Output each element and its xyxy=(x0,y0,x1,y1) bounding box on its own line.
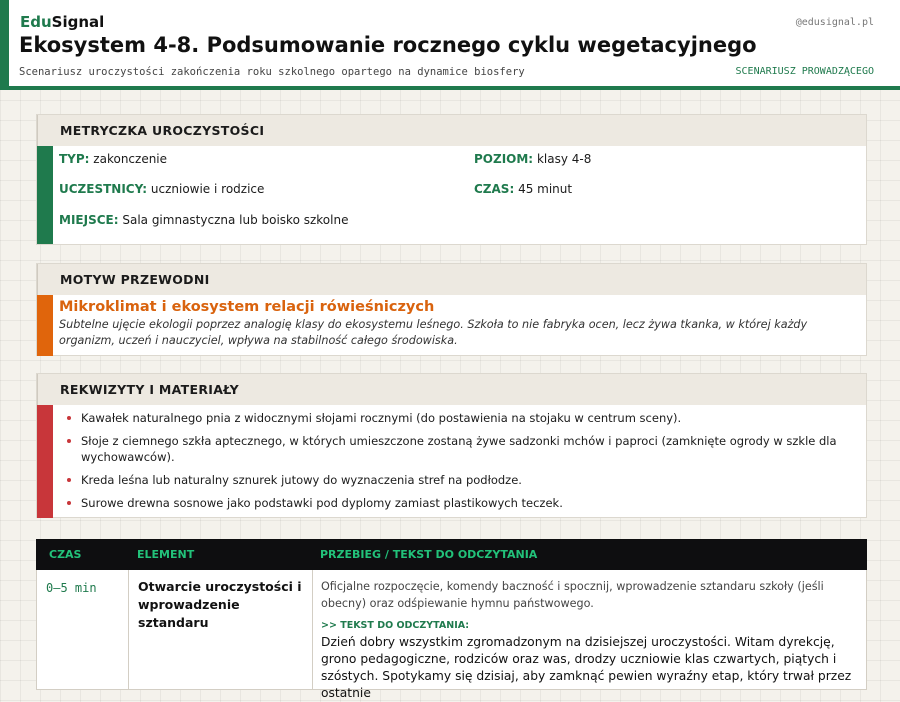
schedule-table xyxy=(36,539,867,700)
page-subtitle: Scenariusz uroczystości zakończenia roku szkolnego opartego na dynamice biosfery xyxy=(19,66,525,78)
meta-typ-label: TYP: xyxy=(59,152,90,166)
metryczka-card xyxy=(36,114,867,245)
rekwizyty-heading: REKWIZYTY I MATERIAŁY xyxy=(37,374,866,405)
meta-uczestnicy-label: UCZESTNICY: xyxy=(59,182,148,196)
metryczka-heading: METRYCZKA UROCZYSTOŚCI xyxy=(37,115,866,146)
meta-miejsce-label: MIEJSCE: xyxy=(59,213,119,227)
table-row xyxy=(36,570,867,700)
row-time: 0–5 min xyxy=(46,581,97,595)
meta-typ xyxy=(59,152,167,166)
cell-time xyxy=(37,570,129,689)
meta-miejsce-value: Sala gimnastyczna lub boisko szkolne xyxy=(122,213,349,227)
header-element: ELEMENT xyxy=(137,548,195,561)
meta-uczestnicy xyxy=(59,182,264,196)
read-aloud-text: Dzień dobry wszystkim zgromadzonym na dzisiejszej uroczystości. Witam dyrekcję, grono pedagogiczne, rodziców oraz was, drodzy uczniowie klas czwartych, piątych i szóstych. Spotykamy się dzisiaj, aby zamknąć pewien wyraźny etap, który trwał przez ostatnie xyxy=(321,635,852,700)
rekwizyty-card xyxy=(36,373,867,518)
page-header xyxy=(0,0,900,90)
header-time: CZAS xyxy=(49,548,82,561)
brand-signal: Signal xyxy=(51,13,105,31)
read-aloud-label: >> TEKST DO ODCZYTANIA: xyxy=(321,620,470,631)
meta-poziom-value: klasy 4-8 xyxy=(536,152,592,166)
list-item: Surowe drewna sosnowe jako podstawki pod dyplomy zamiast plastikowych teczek. xyxy=(81,495,846,511)
meta-poziom-label: POZIOM: xyxy=(474,152,534,166)
list-item: Kawałek naturalnego pnia z widocznymi słojami rocznymi (do postawienia na stojaku w centrum sceny). xyxy=(81,410,846,426)
row-element: Otwarcie uroczystości i wprowadzenie sztandaru xyxy=(138,579,302,630)
meta-czas-value: 45 minut xyxy=(518,182,573,196)
meta-miejsce xyxy=(59,213,348,227)
header-flow: PRZEBIEG / TEKST DO ODCZYTANIA xyxy=(320,548,538,561)
brand-logo[interactable] xyxy=(20,13,104,31)
row-description: Oficjalne rozpoczęcie, komendy baczność i spocznij, wprowadzenie sztandaru szkoły (jeśli obecny) oraz odśpiewanie hymnu państwowego. xyxy=(321,580,824,610)
meta-czas-label: CZAS: xyxy=(474,182,515,196)
cell-flow xyxy=(321,578,861,702)
meta-typ-value: zakonczenie xyxy=(93,152,168,166)
brand-edu: Edu xyxy=(20,13,52,31)
page-title: Ekosystem 4-8. Podsumowanie rocznego cyklu wegetacyjnego xyxy=(19,33,757,57)
motyw-card xyxy=(36,263,867,356)
list-item: Słoje z ciemnego szkła aptecznego, w których umieszczone zostaną żywe sadzonki mchów i paproci (zamknięte ogrody w szkle dla wychowawców). xyxy=(81,433,846,465)
table-header xyxy=(36,539,867,570)
list-item: Kreda leśna lub naturalny sznurek jutowy do wyznaczenia stref na podłodze. xyxy=(81,472,846,488)
meta-poziom xyxy=(474,152,591,166)
social-handle[interactable]: @edusignal.pl xyxy=(795,17,874,28)
meta-uczestnicy-value: uczniowie i rodzice xyxy=(150,182,265,196)
motyw-description: Subtelne ujęcie ekologii poprzez analogię klasy do ekosystemu leśnego. Szkoła to nie fabryka ocen, lecz żywa tkanka, w której każdy organizm, uczeń i nauczyciel, wpływa na stabilność całego środowiska. xyxy=(59,318,808,347)
meta-czas xyxy=(474,182,572,196)
scenario-badge: SCENARIUSZ PROWADZĄCEGO xyxy=(735,66,874,77)
motyw-title: Mikroklimat i ekosystem relacji rówieśniczych xyxy=(59,299,435,315)
rekwizyty-list xyxy=(81,410,846,511)
metryczka-body xyxy=(37,146,866,244)
rekwizyty-body xyxy=(37,405,866,518)
cell-element xyxy=(129,570,313,689)
motyw-body xyxy=(37,295,866,356)
motyw-heading: MOTYW PRZEWODNI xyxy=(37,264,866,295)
